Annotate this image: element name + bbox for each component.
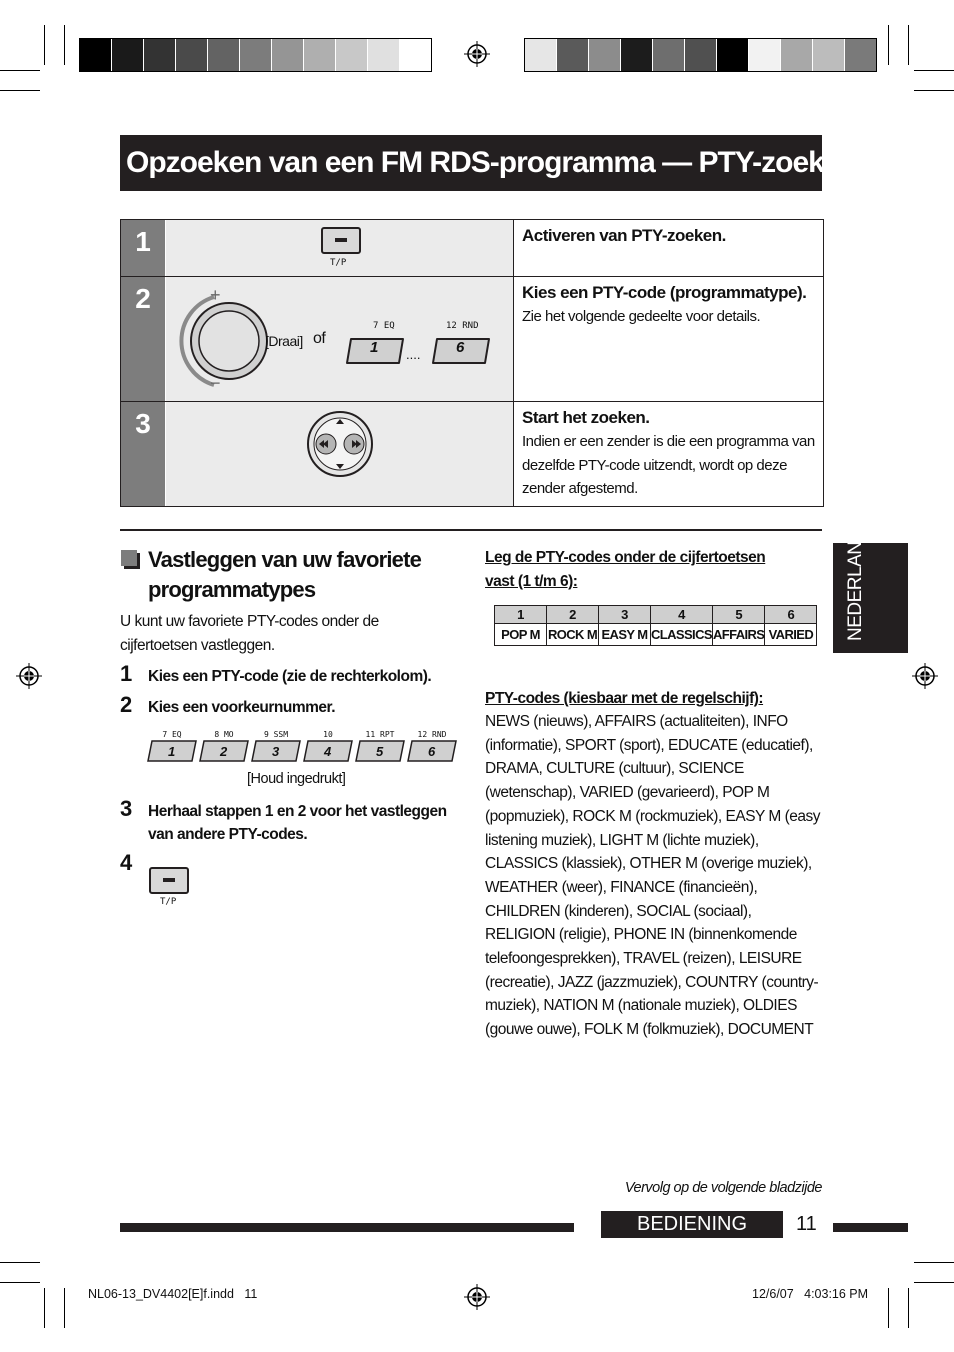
table-cell: AFFAIRS bbox=[712, 624, 764, 646]
seek-buttons-icon bbox=[306, 410, 374, 478]
crop-mark bbox=[44, 25, 45, 65]
step-heading: Start het zoeken. bbox=[522, 408, 650, 427]
crop-mark bbox=[64, 25, 65, 65]
registration-mark-icon bbox=[464, 41, 490, 67]
crop-mark bbox=[0, 1262, 40, 1263]
dots: .... bbox=[406, 347, 421, 362]
crop-mark bbox=[888, 1288, 889, 1328]
codes-heading: PTY-codes (kiesbaar met de regelschijf): bbox=[485, 690, 764, 707]
tp-label: T/P bbox=[330, 258, 347, 268]
step-heading: Activeren van PTY-zoeken. bbox=[522, 226, 726, 245]
item-text: Herhaal stappen 1 en 2 voor het vastleggen van andere PTY-codes. bbox=[148, 803, 447, 843]
grayscale-bar-right bbox=[524, 38, 877, 72]
grayscale-bar-left bbox=[79, 38, 432, 72]
registration-mark-icon bbox=[912, 663, 938, 689]
registration-mark-icon bbox=[464, 1284, 490, 1310]
table-header-cell: 5 bbox=[712, 606, 764, 624]
continued-note: Vervolg op de volgende bladzijde bbox=[624, 1180, 822, 1196]
table-header-cell: 6 bbox=[765, 606, 817, 624]
crop-mark bbox=[914, 90, 954, 91]
key-number: 6 bbox=[456, 339, 465, 356]
step-row-2 bbox=[121, 277, 823, 402]
item-number: 2 bbox=[120, 692, 133, 717]
footer-bar-left bbox=[120, 1223, 574, 1232]
key-number: 1 bbox=[370, 339, 379, 356]
key-top-label: 7 EQ bbox=[373, 321, 395, 331]
step-number: 2 bbox=[121, 277, 165, 401]
registration-mark-icon bbox=[16, 663, 42, 689]
steps-table bbox=[120, 219, 824, 507]
crop-mark bbox=[914, 70, 954, 71]
preset-key: 12 RND 6 bbox=[406, 730, 458, 768]
crop-mark bbox=[888, 25, 889, 65]
page-number: 11 bbox=[796, 1213, 817, 1235]
step-number: 1 bbox=[121, 220, 165, 276]
item-number: 4 bbox=[120, 850, 133, 875]
step-description: Indien er een zender is die een programma van dezelfde PTY-code uitzendt, wordt op deze zender afgestemd. bbox=[522, 433, 815, 497]
crop-mark bbox=[44, 1288, 45, 1328]
tp-button-icon bbox=[148, 866, 192, 896]
section-square-icon bbox=[121, 550, 137, 566]
table-cell: POP M bbox=[495, 624, 547, 646]
step-heading: Kies een PTY-code (programmatype). bbox=[522, 283, 807, 302]
step-row-1 bbox=[121, 220, 823, 277]
table-cell: ROCK M bbox=[547, 624, 599, 646]
table-header-cell: 1 bbox=[495, 606, 547, 624]
table-cell: CLASSICS bbox=[651, 624, 713, 646]
item-number: 1 bbox=[120, 661, 133, 686]
item-text: Kies een voorkeurnummer. bbox=[148, 699, 335, 716]
divider bbox=[120, 529, 822, 531]
section-intro: U kunt uw favoriete PTY-codes onder de cijfertoetsen vastleggen. bbox=[120, 613, 379, 654]
preset-keys-row bbox=[146, 730, 458, 770]
print-date-info: 12/6/07 4:03:16 PM bbox=[752, 1287, 869, 1301]
table-header-cell: 2 bbox=[547, 606, 599, 624]
preset-key: 9 SSM 3 bbox=[250, 730, 302, 768]
preset-key: 8 MO 2 bbox=[198, 730, 250, 768]
crop-mark bbox=[0, 1282, 40, 1283]
item-text: Kies een PTY-code (zie de rechterkolom). bbox=[148, 668, 432, 685]
table-cell: EASY M bbox=[599, 624, 651, 646]
hold-label: [Houd ingedrukt] bbox=[247, 771, 346, 787]
pty-assignment-table bbox=[494, 605, 817, 646]
page-title-banner bbox=[120, 135, 857, 191]
plus-sign: + bbox=[210, 285, 221, 305]
crop-mark bbox=[64, 1288, 65, 1328]
page-title: Opzoeken van een FM RDS-programma — PTY-zoeken bbox=[126, 146, 857, 179]
preset-key: 7 EQ 1 bbox=[146, 730, 198, 768]
codes-list: NEWS (nieuws), AFFAIRS (actualiteiten), INFO (informatie), SPORT (sport), EDUCATE (educatief), DRAMA, CULTURE (cultuur), SCIENCE (wetenschap), VARIED (gevarieerd), POP M (popmuziek), ROCK M (rockmuziek), EASY M (easy listening muziek), LIGHT M (lichte muziek), CLASSICS (klassiek), OTHER M (overige muziek), WEATHER (weer), FINANCE (financieën), CHILDREN (kinderen), SOCIAL (sociaal), RELIGION (religie), PHONE IN (binnenkomende telefoongesprekken), TRAVEL (reizen), LEISURE (recreatie), JAZZ (jazzmuziek), COUNTRY (country-muziek), NATION M (nationale muziek), OLDIES (gouwe ouwe), FOLK M (folkmuziek), DOCUMENT bbox=[485, 713, 821, 1039]
minus-sign: − bbox=[210, 373, 221, 393]
crop-mark bbox=[914, 1282, 954, 1283]
step-illustration bbox=[166, 220, 514, 276]
preset-key: 11 RPT 5 bbox=[354, 730, 406, 768]
step-text bbox=[522, 226, 817, 246]
table-cell: VARIED bbox=[765, 624, 817, 646]
step-row-3 bbox=[121, 402, 823, 506]
control-dial-icon bbox=[174, 285, 270, 395]
language-tab bbox=[833, 516, 908, 653]
language-tab-label: NEDERLANDS bbox=[845, 516, 866, 641]
crop-mark bbox=[914, 1262, 954, 1263]
item-number: 3 bbox=[120, 796, 133, 821]
crop-mark bbox=[0, 90, 40, 91]
table-header-cell: 4 bbox=[651, 606, 713, 624]
crop-mark bbox=[908, 1288, 909, 1328]
preset-key: 10 4 bbox=[302, 730, 354, 768]
assign-heading: Leg de PTY-codes onder de cijfertoetsen vast (1 t/m 6): bbox=[485, 549, 766, 590]
tp-label: T/P bbox=[160, 897, 177, 907]
section-heading: Vastleggen van uw favoriete programmatypes bbox=[148, 547, 422, 602]
crop-mark bbox=[0, 70, 40, 71]
print-file-info: NL06-13_DV4402[E]f.indd 11 bbox=[88, 1287, 258, 1301]
step-illustration bbox=[166, 402, 514, 506]
step-text bbox=[522, 283, 817, 329]
crop-mark bbox=[908, 25, 909, 65]
step-illustration bbox=[166, 277, 514, 401]
or-label: of bbox=[313, 330, 326, 347]
step-description: Zie het volgende gedeelte voor details. bbox=[522, 308, 761, 325]
tp-button-icon bbox=[320, 226, 364, 256]
key-top-label: 12 RND bbox=[446, 321, 479, 331]
turn-label: [Draai] bbox=[265, 333, 303, 349]
footer-bar-right bbox=[833, 1223, 908, 1232]
step-text bbox=[522, 408, 817, 501]
section-label: BEDIENING bbox=[601, 1211, 783, 1238]
step-number: 3 bbox=[121, 402, 165, 506]
table-header-cell: 3 bbox=[599, 606, 651, 624]
